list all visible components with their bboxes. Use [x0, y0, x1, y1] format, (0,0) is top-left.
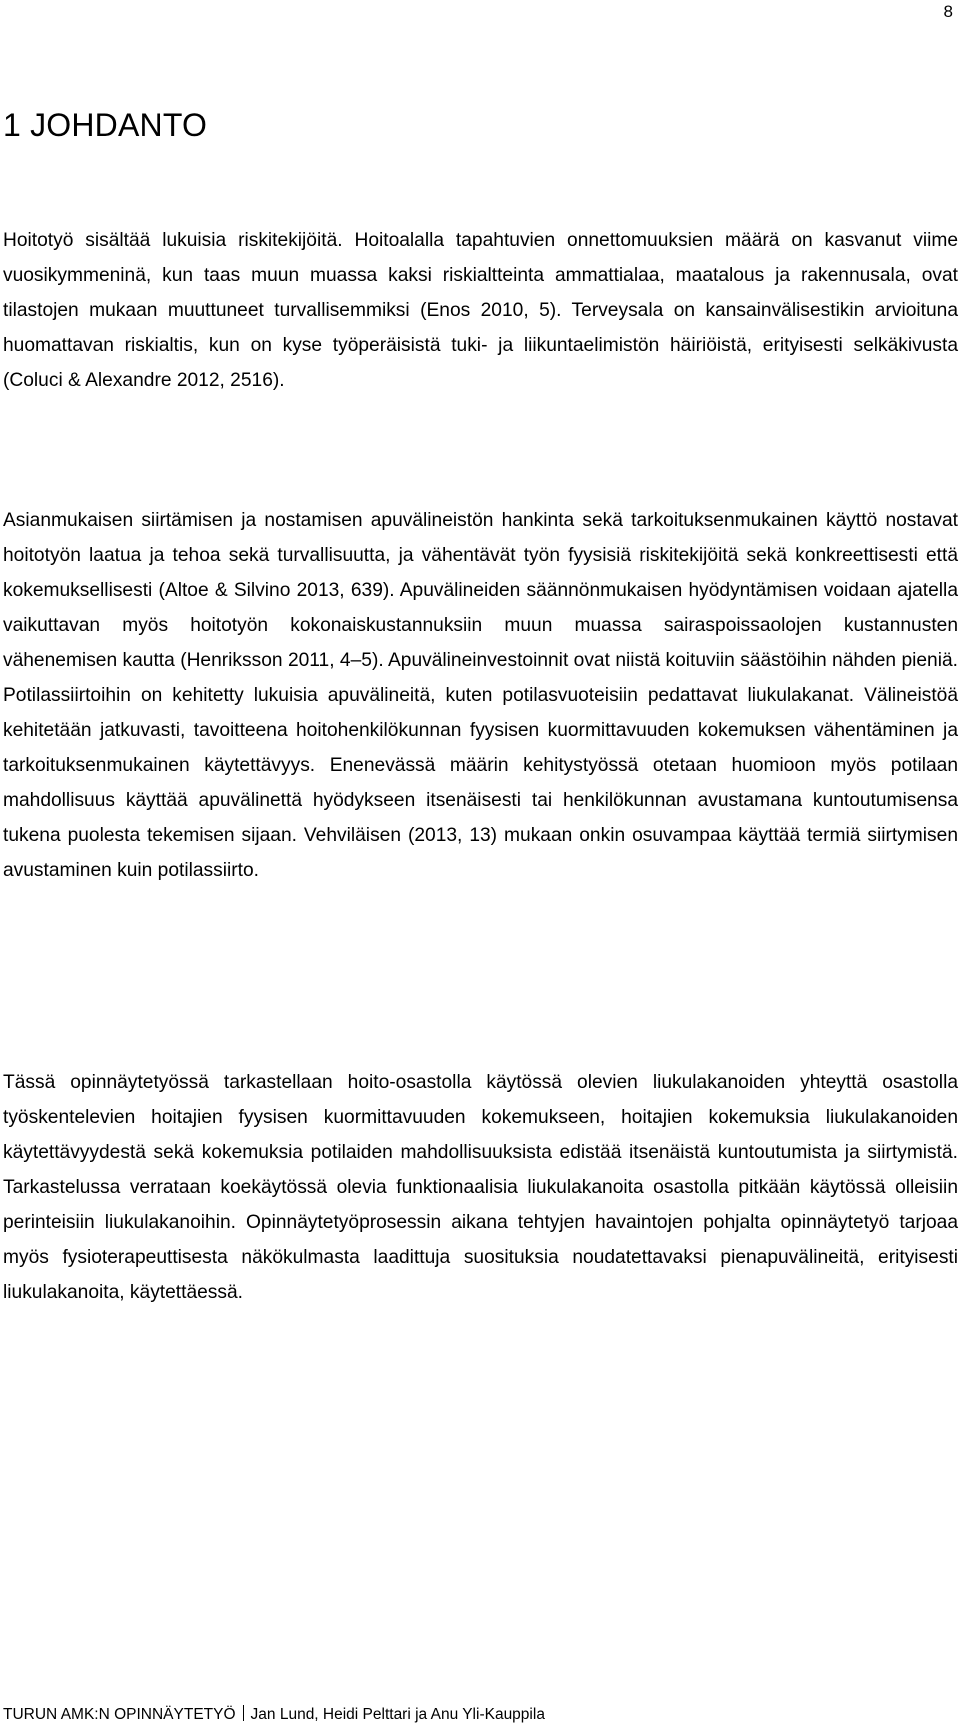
paragraph-3: Tässä opinnäytetyössä tarkastellaan hoito-osastolla käytössä olevien liukulakanoiden yhteyttä osastolla työskentelevien hoitajien fyysisen kuormittavuuden kokemukseen, hoitajien kokemuksia liukulakanoiden käytettävyydestä sekä kokemuksia potilaiden mahdollisuuksista edistää itsenäistä kuntoutumista ja siirtymistä. Tarkastelussa verrataan koekäytössä olevia funktionaalisia liukulakanoita osastolla pitkään käytössä olleisiin perinteisiin liukulakanoihin. Opinnäytetyöprosessin aikana tehtyjen havaintojen pohjalta opinnäytetyö tarjoaa myös fysioterapeuttisesta näkökulmasta laadittuja suosituksia noudatettavaksi pienapuvälineitä, erityisesti liukulakanoita, käytettäessä. [3, 1072, 958, 1303]
page-footer [3, 1705, 545, 1724]
footer-divider [243, 1705, 244, 1721]
chapter-title: 1 JOHDANTO [3, 107, 208, 143]
footer-series: TURUN AMK:N OPINNÄYTETYÖ [3, 1706, 236, 1723]
paragraph-1: Hoitotyö sisältää lukuisia riskitekijöitä. Hoitoalalla tapahtuvien onnettomuuksien määrä on kasvanut viime vuosikymmeninä, kun taas muun muassa kaksi riskialtteinta ammattialaa, maatalous ja rakennusala, ovat tilastojen mukaan muuttuneet turvallisemmiksi (Enos 2010, 5). Terveysala on kansainvälisestikin arvioituna huomattavan riskialtis, kun on kyse työperäisistä tuki- ja liikuntaelimistön häiriöistä, erityisesti selkäkivusta (Coluci & Alexandre 2012, 2516). [3, 230, 958, 391]
page-number: 8 [943, 2, 953, 21]
footer-authors: Jan Lund, Heidi Pelttari ja Anu Yli-Kauppila [250, 1706, 545, 1723]
paragraph-2: Asianmukaisen siirtämisen ja nostamisen apuvälineistön hankinta sekä tarkoituksenmukainen käyttö nostavat hoitotyön laatua ja tehoa sekä turvallisuutta, ja vähentävät työn fyysisiä riskitekijöitä sekä konkreettisesti että kokemuksellisesti (Altoe & Silvino 2013, 639). Apuvälineiden säännönmukaisen hyödyntämisen voidaan ajatella vaikuttavan myös hoitotyön kokonaiskustannuksiin muun muassa sairaspoissaolojen kustannusten vähenemisen kautta (Henriksson 2011, 4–5). Apuvälineinvestoinnit ovat niistä koituviin säästöihin nähden pieniä. Potilassiirtoihin on kehitetty lukuisia apuvälineitä, kuten potilasvuoteisiin pedattavat liukulakanat. Välineistöä kehitetään jatkuvasti, tavoitteena hoitohenkilökunnan fyysisen kuormittavuuden kokemuksen vähentäminen ja tarkoituksenmukainen käytettävyys. Enenevässä määrin kehitystyössä otetaan huomioon myös potilaan mahdollisuus käyttää apuvälinettä hyödykseen itsenäisesti tai henkilökunnan avustamana kuntoutumisensa tukena puolesta tekemisen sijaan. Vehviläisen (2013, 13) mukaan onkin osuvampaa käyttää termiä siirtymisen avustaminen kuin potilassiirto. [3, 510, 958, 881]
